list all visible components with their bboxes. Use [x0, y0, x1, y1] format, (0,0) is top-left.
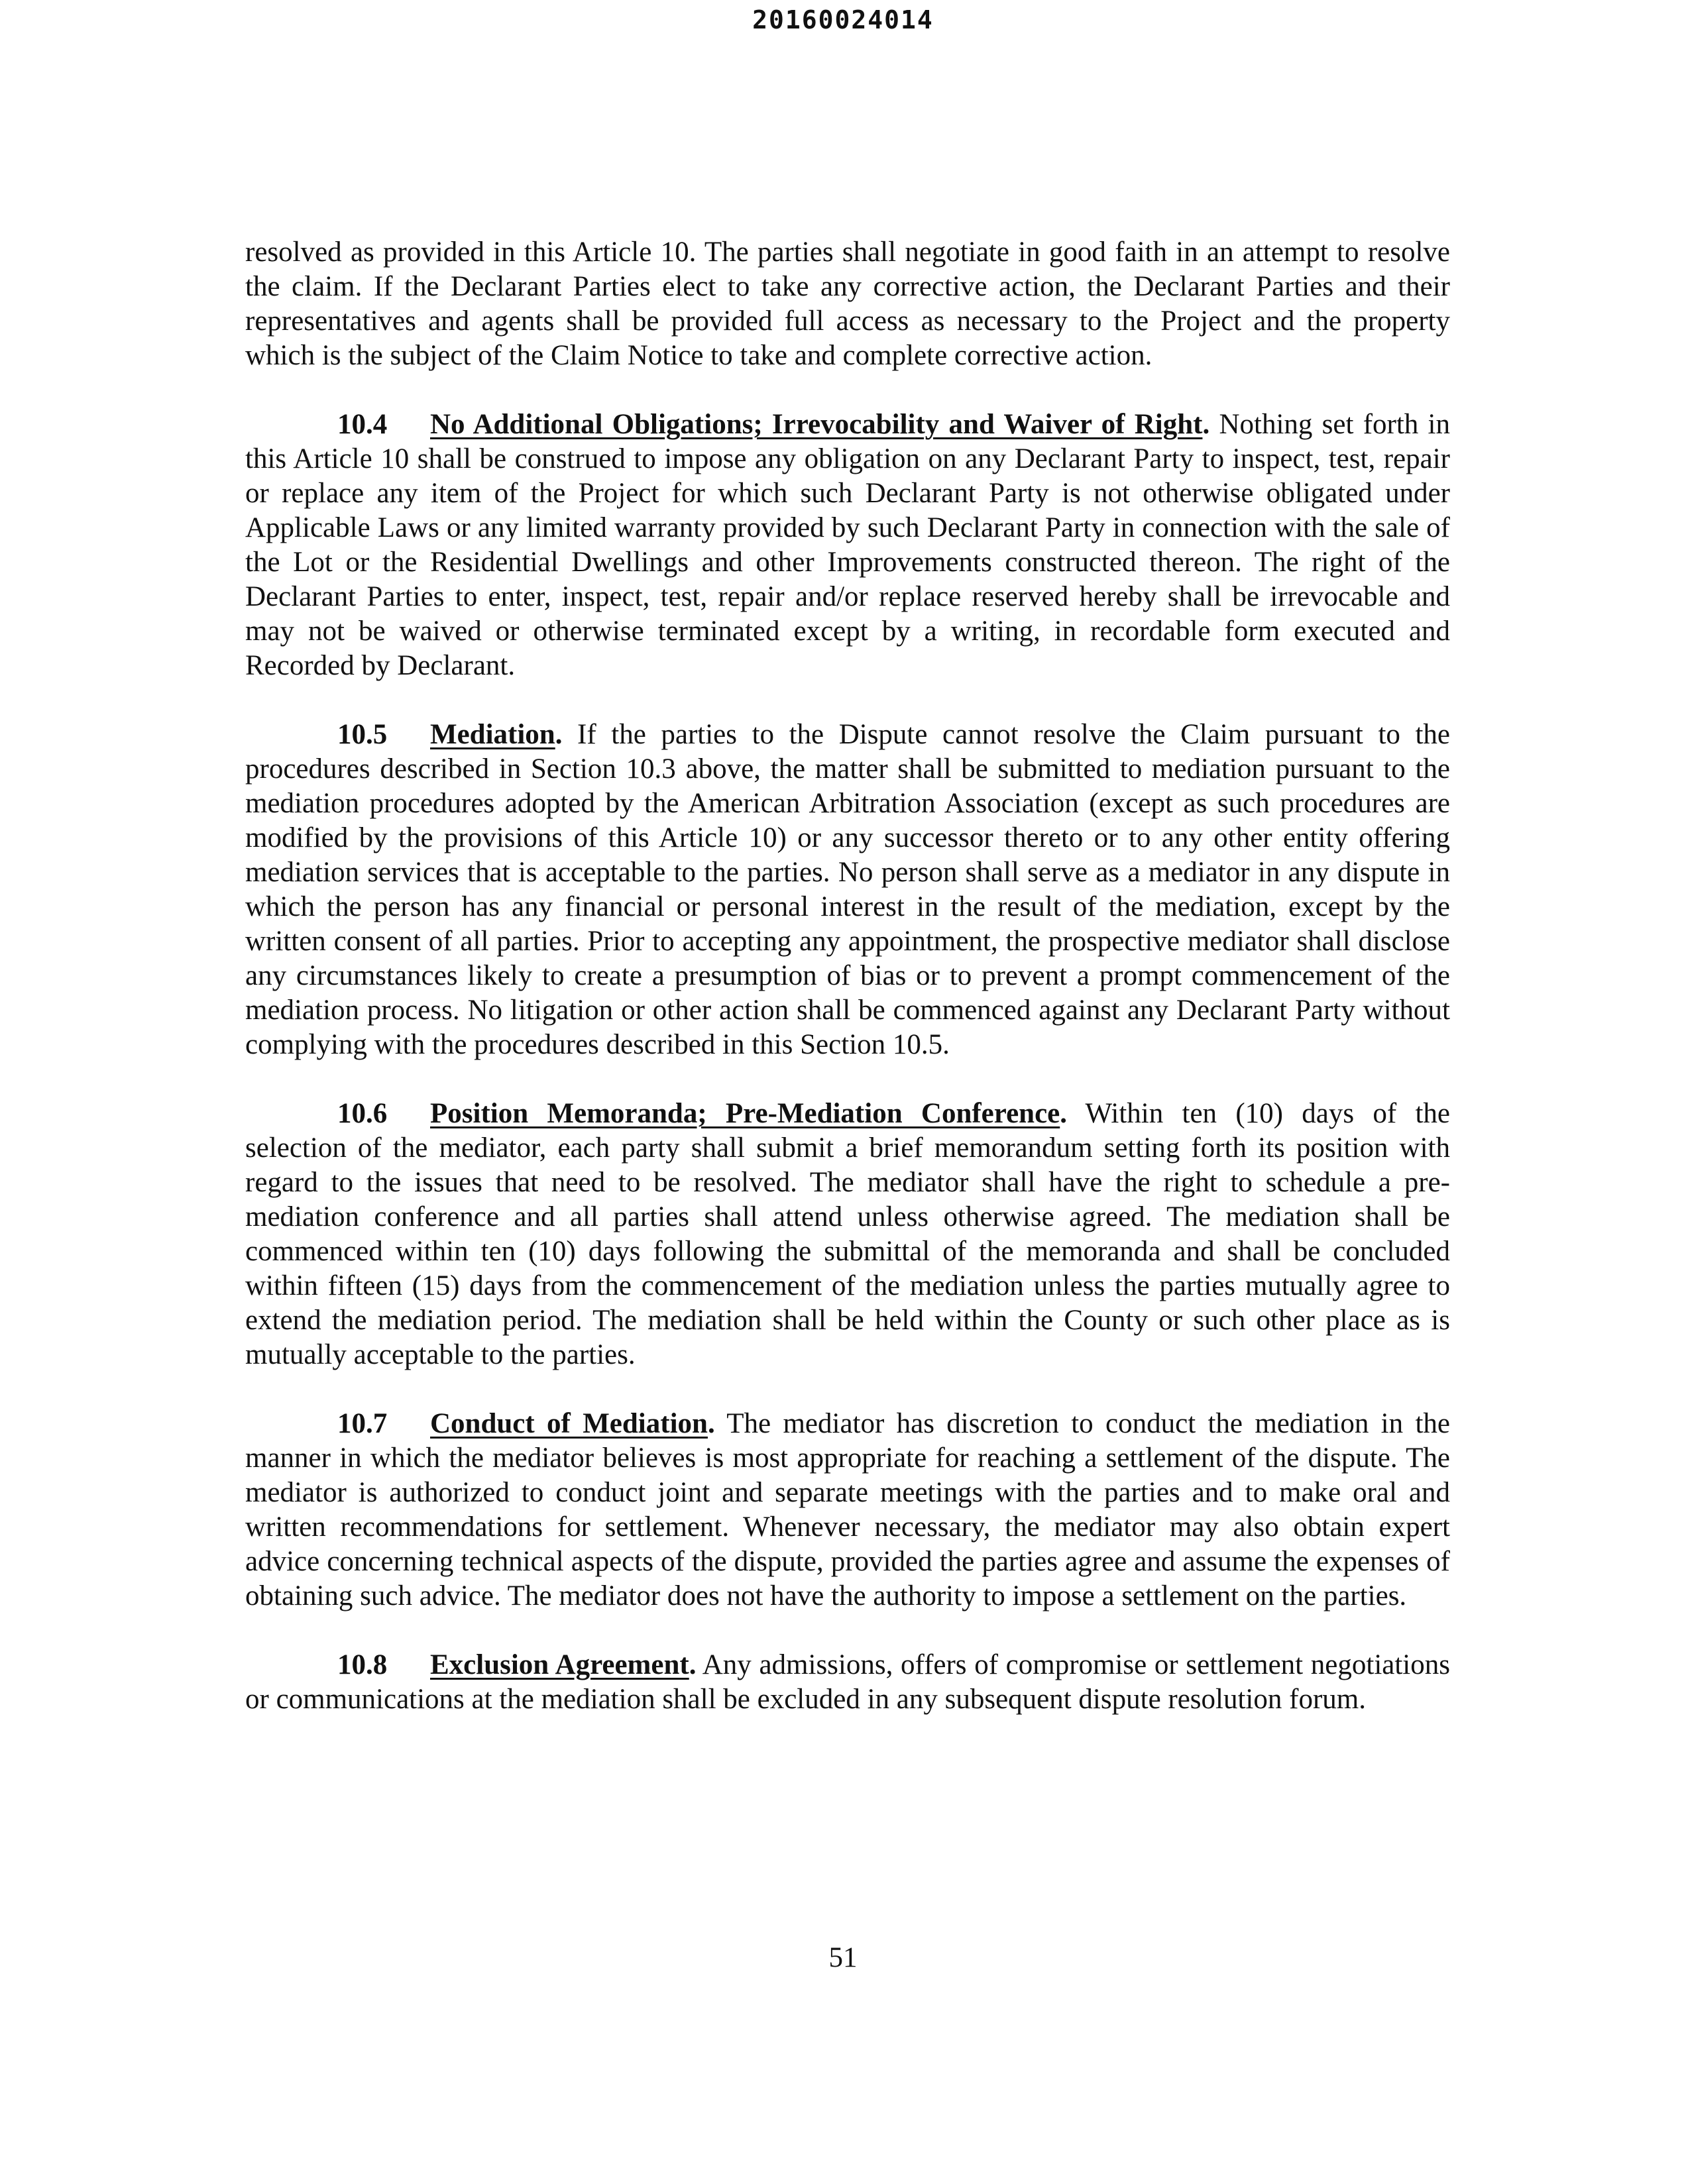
section-text: The mediator has discretion to conduct the mediation in the manner in which the mediator believes is most appropriate for reaching a settlement of the dispute. The mediator is authorized to conduct joint and separate meetings with the parties and to make oral and written recommendations for settlement. Whenever necessary, the mediator may also obtain expert advice concerning technical aspects of the dispute, provided the parties agree and assume the expenses of obtaining such advice. The mediator does not have the authority to impose a settlement on the parties. [245, 1408, 1450, 1611]
section-10-5 [245, 718, 1450, 1062]
section-text: If the parties to the Dispute cannot resolve the Claim pursuant to the procedures described in Section 10.3 above, the matter shall be submitted to mediation pursuant to the mediation procedures adopted by the American Arbitration Association (except as such procedures are modified by the provisions of this Article 10) or any successor thereto or to any other entity offering mediation services that is acceptable to the parties. No person shall serve as a mediator in any dispute in which the person has any financial or personal interest in the result of the mediation, except by the written consent of all parties. Prior to accepting any appointment, the prospective mediator shall disclose any circumstances likely to create a presumption of bias or to prevent a prompt commencement of the mediation process. No litigation or other action shall be commenced against any Declarant Party without complying with the procedures described in this Section 10.5. [245, 719, 1450, 1060]
section-title-period: . [689, 1649, 697, 1680]
section-title: No Additional Obligations; Irrevocability and Waiver of Right [430, 409, 1203, 440]
document-number: 20160024014 [752, 5, 934, 34]
section-10-8 [245, 1648, 1450, 1717]
section-title-period: . [1060, 1098, 1068, 1129]
section-title-period: . [555, 719, 563, 750]
section-text: Within ten (10) days of the selection of the mediator, each party shall submit a brief memorandum setting forth its position with regard to the issues that need to be resolved. The mediator shall have the right to schedule a pre- mediation conference and all parties shall attend unless otherwise agreed. The mediation shall be commenced within ten (10) days following the submittal of the memoranda and shall be concluded within fifteen (15) days from the commencement of the mediation unless the parties mutually agree to extend the mediation period. The mediation shall be held within the County or such other place as is mutually acceptable to the parties. [245, 1098, 1450, 1370]
intro-paragraph: resolved as provided in this Article 10. The parties shall negotiate in good faith in an attempt to resolve the claim. If the Declarant Parties elect to take any corrective action, the Declarant Parties and their representatives and agents shall be provided full access as necessary to the Project and the property which is the subject of the Claim Notice to take and complete corrective action. [245, 237, 1450, 371]
section-title-period: . [1202, 409, 1210, 440]
section-title-period: . [707, 1408, 715, 1439]
section-number: 10.7 [337, 1408, 388, 1439]
section-text: Nothing set forth in this Article 10 shall be construed to impose any obligation on any Declarant Party to inspect, test, repair or replace any item of the Project for which such Declarant Party is not otherwise obligated under Applicable Laws or any limited warranty provided by such Declarant Party in connection with the sale of the Lot or the Residential Dwellings and other Improvements constructed thereon. The right of the Declarant Parties to enter, inspect, test, repair and/or replace reserved hereby shall be irrevocable and may not be waived or otherwise terminated except by a writing, in recordable form executed and Recorded by Declarant. [245, 409, 1450, 681]
section-title: Position Memoranda; Pre-Mediation Conference [430, 1098, 1060, 1129]
section-10-7 [245, 1407, 1450, 1613]
section-title: Conduct of Mediation [430, 1408, 708, 1439]
section-10-4 [245, 408, 1450, 683]
section-number: 10.8 [337, 1649, 388, 1680]
section-10-6 [245, 1097, 1450, 1372]
section-text: Any admissions, offers of compromise or settlement negotiations or communications at the mediation shall be excluded in any subsequent dispute resolution forum. [245, 1649, 1450, 1715]
document-body [245, 235, 1450, 1751]
section-title: Exclusion Agreement [430, 1649, 689, 1680]
section-title: Mediation [430, 719, 555, 750]
page-number: 51 [828, 1942, 858, 1973]
section-number: 10.4 [337, 409, 388, 440]
section-number: 10.5 [337, 719, 388, 750]
section-number: 10.6 [337, 1098, 388, 1129]
